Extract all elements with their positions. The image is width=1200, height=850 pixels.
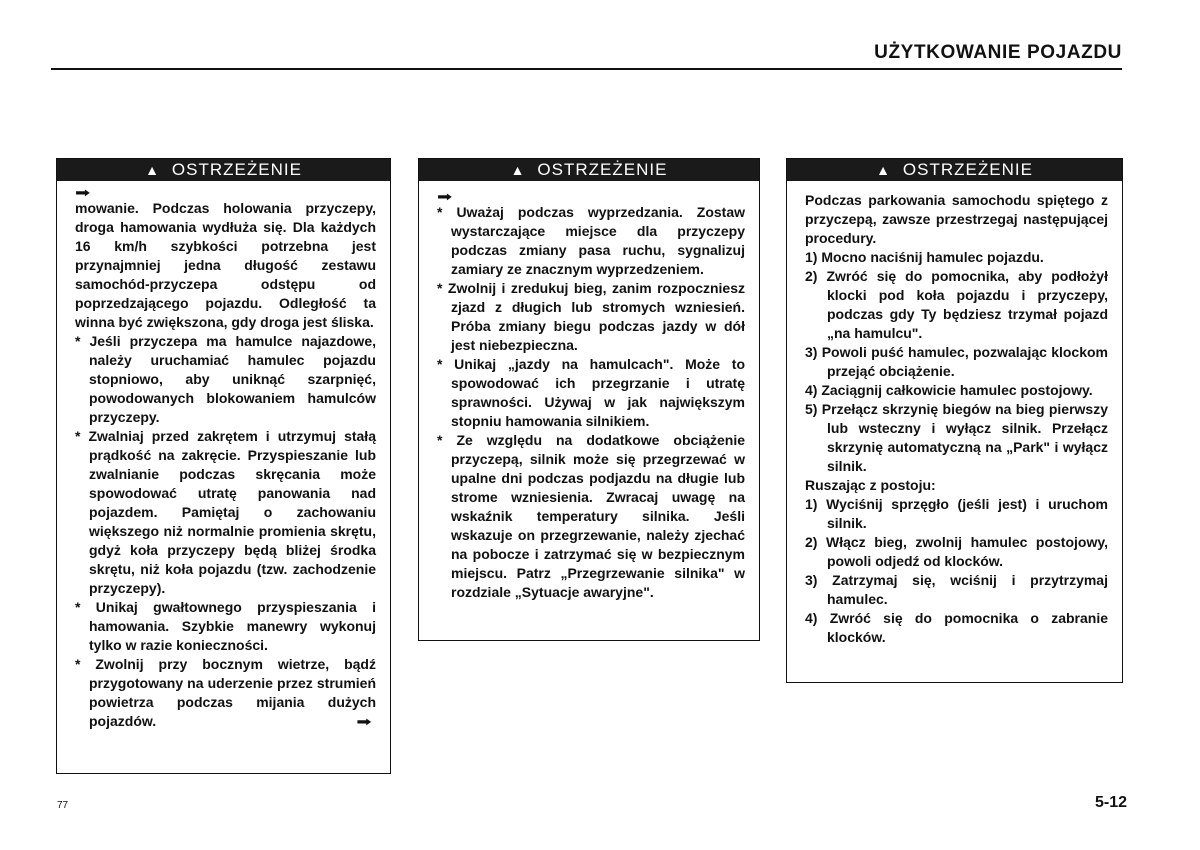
warning-label: OSTRZEŻENIE: [171, 160, 302, 179]
continued-arrow-icon: ➡: [75, 185, 91, 200]
section-title: UŻYTKOWANIE POJAZDU: [874, 42, 1122, 63]
warning-triangle-icon: ▲: [145, 162, 160, 178]
warning-text: mowanie. Podczas holowania przyczepy, droga hamowania wydłuża się. Dla każdych 16 km/h szybkości potrzebna jest przynajmniej jedna długość zestawu samochód-przyczepa odstępu od poprzedzającego pojazdu. Odległość ta winna być zwiększona, gdy droga jest śliska.: [75, 200, 376, 330]
list-item: * Zwolnij i zredukuj bieg, zanim rozpoczniesz zjazd z długich lub stromych wzniesień. Próba zmiany biegu podczas jazdy w dół jest niebezpieczna.: [437, 280, 745, 353]
warning-header-3: [787, 159, 1122, 181]
warning-header-1: [57, 159, 390, 181]
page-number-left: 77: [57, 800, 69, 811]
list-item: * Zwolnij przy bocznym wietrze, bądź przygotowany na uderzenie przez strumień powietrza podczas mijania dużych pojazdów. ➡: [75, 656, 376, 729]
warning-triangle-icon: ▲: [876, 162, 891, 178]
list-item: 2) Zwróć się do pomocnika, aby podłożył klocki pod koła pojazdu i przyczepy, podczas gdy Ty będziesz trzymał pojazd „na hamulcu".: [805, 268, 1108, 341]
list-item: * Uważaj podczas wyprzedzania. Zostaw wystarczające miejsce dla przyczepy podczas zmiany pasa ruchu, sygnalizuj zamiary ze znacznym wyprzedzeniem.: [437, 204, 745, 277]
warning-label: OSTRZEŻENIE: [902, 160, 1033, 179]
page-number-right: 5-12: [1094, 794, 1127, 811]
warning-box-2: [418, 158, 760, 641]
list-item: 2) Włącz bieg, zwolnij hamulec postojowy, powoli odjedź od klocków.: [805, 534, 1108, 569]
list-item: 1) Wyciśnij sprzęgło (jeśli jest) i uruchom silnik.: [805, 496, 1108, 531]
procedure-subheading: Ruszając z postoju:: [805, 477, 936, 493]
list-item: * Jeśli przyczepa ma hamulce najazdowe, należy uruchamiać hamulec pojazdu stopniowo, aby uniknąć szarpnięć, powodowanych blokowaniem hamulców przyczepy.: [75, 333, 376, 425]
list-item: 1) Mocno naciśnij hamulec pojazdu.: [805, 249, 1044, 265]
list-item: 4) Zwróć się do pomocnika o zabranie klocków.: [805, 610, 1108, 645]
procedure-intro: Podczas parkowania samochodu spiętego z przyczepą, zawsze przestrzegaj następującej procedury.: [805, 192, 1108, 246]
list-item: * Unikaj „jazdy na hamulcach". Może to spowodować ich przegrzanie i utratę sprawności. Używaj w jak największym stopniu hamowania silnikiem.: [437, 356, 745, 429]
list-item: 5) Przełącz skrzynię biegów na bieg pierwszy lub wsteczny i wyłącz silnik. Przełącz skrzynię automatyczną na „Park" i wyłącz silnik.: [805, 401, 1108, 474]
warning-box-3: [786, 158, 1123, 683]
warning-header-2: [419, 159, 759, 181]
list-item: 4) Zaciągnij całkowicie hamulec postojowy.: [805, 382, 1093, 398]
list-item: * Zwalniaj przed zakrętem i utrzymuj stałą prądkość na zakręcie. Przyspieszanie lub zwalnianie podczas skręcania może spowodować utratę panowania nad pojazdem. Pamiętaj o zachowaniu większego niż normalnie promienia skrętu, gdyż koła przyczepy będą bliżej środka skrętu, niż koła pojazdu (tzw. zachodzenie przyczepy).: [75, 428, 376, 596]
warning-triangle-icon: ▲: [510, 162, 526, 178]
list-item: 3) Powoli puść hamulec, pozwalając klockom przejąć obciążenie.: [805, 344, 1108, 379]
header-divider: [51, 68, 1122, 70]
continued-arrow-icon: ➡: [437, 189, 453, 204]
list-item: * Unikaj gwałtownego przyspieszania i hamowania. Szybkie manewry wykonuj tylko w razie konieczności.: [75, 599, 376, 653]
warning-label: OSTRZEŻENIE: [537, 160, 668, 179]
list-item: 3) Zatrzymaj się, wciśnij i przytrzymaj hamulec.: [805, 572, 1108, 607]
list-item: * Ze względu na dodatkowe obciążenie przyczepą, silnik może się przegrzewać w upalne dni podczas podjazdu na długie lub strome wzniesienia. Zwracaj uwagę na wskaźnik temperatury silnika. Jeśli wskazuje on przegrzewanie, należy zjechać na pobocze i zatrzymać się w bezpiecznym miejscu. Patrz „Przegrzewanie silnika" w rozdziale „Sytuacje awaryjne".: [437, 432, 746, 600]
warning-box-1: [56, 158, 391, 774]
